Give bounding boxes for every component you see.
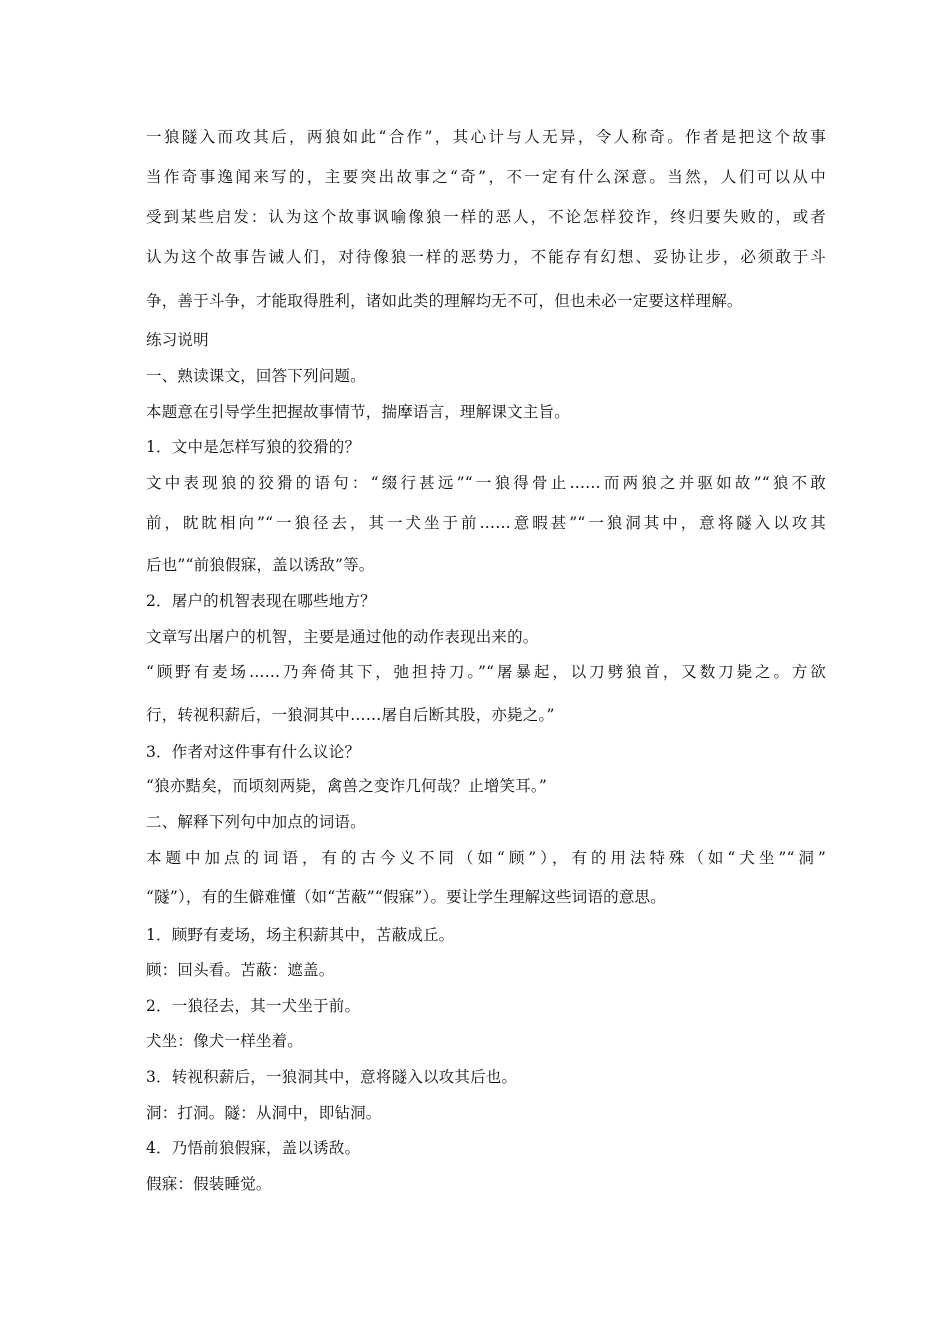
question-line: 3．转视积薪后，一狼洞其中，意将隧入以攻其后也。 [146,1068,518,1086]
paragraph-line: 本题中加点的词语，有的古今义不同（如“顾”），有的用法特殊（如“犬坐”“洞” [146,849,826,867]
exercise-heading: 一、熟读课文，回答下列问题。 [146,367,366,385]
quote-line: “顾野有麦场……乃奔倚其下，弛担持刀。”“屠暴起，以刀劈狼首，又数刀毙之。方欲 [146,663,826,681]
paragraph-line: 一狼隧入而攻其后，两狼如此“合作”，其心计与人无异，令人称奇。作者是把这个故事 [146,128,826,146]
exercise-heading: 二、解释下列句中加点的词语。 [146,813,366,831]
paragraph-line: 认为这个故事告诫人们，对待像狼一样的恶势力，不能存有幻想、妥协让步，必须敢于斗 [146,248,826,266]
quote-line: “狼亦黠矣，而顷刻两毙，禽兽之变诈几何哉？止增笑耳。” [146,777,547,795]
answer-line: 洞：打洞。隧：从洞中，即钻洞。 [146,1104,382,1122]
paragraph-line: 文章写出屠户的机智，主要是通过他的动作表现出来的。 [146,628,539,646]
question-line: 1．顾野有麦场，场主积薪其中，苫蔽成丘。 [146,926,455,944]
paragraph-line: 前，眈眈相向”“一狼径去，其一犬坐于前……意暇甚”“一狼洞其中，意将隧入以攻其 [146,514,826,532]
answer-line: 犬坐：像犬一样坐着。 [146,1032,304,1050]
answer-line: 假寐：假装睡觉。 [146,1175,272,1193]
question-line: 4．乃悟前狼假寐，盖以诱敌。 [146,1139,361,1157]
paragraph-line: 受到某些启发：认为这个故事讽喻像狼一样的恶人，不论怎样狡诈，终归要失败的，或者 [146,208,826,226]
paragraph-line: 争，善于斗争，才能取得胜利，诸如此类的理解均无不可，但也未必一定要这样理解。 [146,292,743,310]
paragraph-line: 本题意在引导学生把握故事情节，揣摩语言，理解课文主旨。 [146,403,570,421]
quote-line: 行，转视积薪后，一狼洞其中……屠自后断其股，亦毙之。” [146,706,555,724]
paragraph-line: 后也”“前狼假寐，盖以诱敌”等。 [146,556,375,574]
question-line: 1．文中是怎样写狼的狡猾的？ [146,438,361,456]
paragraph-line: 当作奇事逸闻来写的，主要突出故事之“奇”，不一定有什么深意。当然，人们可以从中 [146,168,826,186]
question-line: 2．一狼径去，其一犬坐于前。 [146,997,361,1015]
section-heading: 练习说明 [146,331,209,349]
paragraph-line: “隧”），有的生僻难懂（如“苫蔽”“假寐”）。要让学生理解这些词语的意思。 [146,888,666,906]
answer-line: 顾：回头看。苫蔽：遮盖。 [146,961,335,979]
question-line: 3．作者对这件事有什么议论？ [146,743,361,761]
question-line: 2．屠户的机智表现在哪些地方？ [146,592,376,610]
paragraph-line: 文中表现狼的狡猾的语句：“缀行甚远”“一狼得骨止……而两狼之并驱如故”“狼不敢 [146,474,826,492]
